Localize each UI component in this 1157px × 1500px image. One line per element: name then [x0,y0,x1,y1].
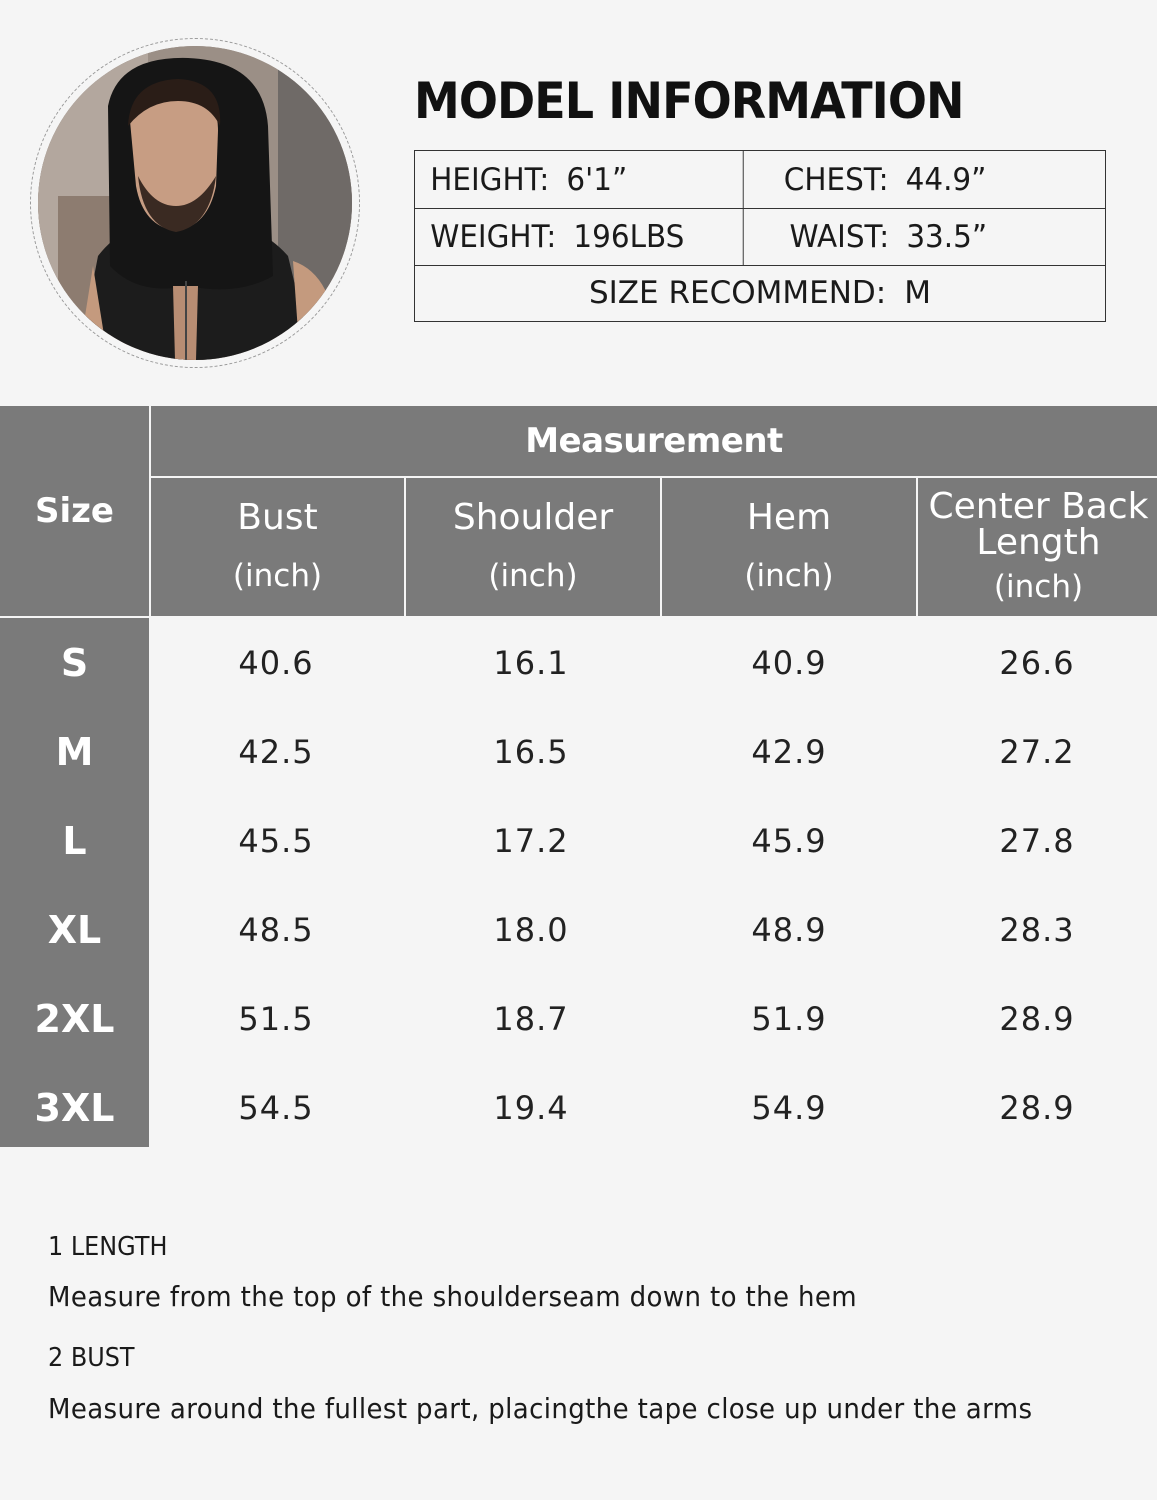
column-unit: (inch) [488,558,578,594]
height-cell [415,151,744,208]
table-cell: 26.6 [999,643,1075,682]
table-cell: 45.5 [238,821,314,860]
size-recommend-value: M [904,275,931,311]
column-header-bust [151,478,404,618]
model-info-row [415,151,1105,209]
table-cell: 19.4 [493,1088,569,1127]
table-cell: 28.3 [999,910,1075,949]
height-label: HEIGHT: [430,161,550,198]
size-recommend-cell [415,265,1105,321]
table-cell: 18.7 [493,999,569,1038]
waist-cell [761,208,1088,265]
model-photo-illustration [38,46,352,360]
model-info-row [415,265,1105,321]
size-chart-table [0,406,1157,1147]
column-name: Bust [237,497,318,538]
note-text: Measure around the fullest part, placingthe tape close up under the arms [48,1392,1033,1425]
note-text: Measure from the top of the shoulderseam down to the hem [48,1280,858,1313]
size-label: M [55,729,94,774]
table-cell: 51.5 [238,999,314,1038]
column-header-shoulder [404,478,660,618]
waist-label: WAIST: [789,218,890,255]
height-value: 6'1” [566,161,628,198]
table-cell: 42.9 [751,732,827,771]
model-photo [38,46,352,360]
table-cell: 51.9 [751,999,827,1038]
note-title: 1 LENGTH [48,1232,168,1262]
weight-cell [415,208,744,265]
column-unit: (inch) [744,558,834,594]
weight-value: 196LBS [573,218,685,255]
table-cell: 48.5 [238,910,314,949]
column-name: Shoulder [452,497,614,538]
table-cell: 42.5 [238,732,314,771]
model-info-title: MODEL INFORMATION [414,72,964,130]
size-recommend-label: SIZE RECOMMEND: [588,275,887,311]
table-cell: 48.9 [751,910,827,949]
column-header-center-back-length [916,478,1157,618]
table-cell: 27.2 [999,732,1075,771]
chest-cell [761,151,1088,208]
measurement-header [149,406,1157,618]
column-header-hem [660,478,916,618]
table-cell: 45.9 [751,821,827,860]
column-name: Center Back Length [928,486,1149,563]
column-unit: (inch) [232,558,323,594]
table-cell: 54.5 [238,1088,314,1127]
weight-label: WEIGHT: [430,218,557,255]
table-cell: 54.9 [751,1088,827,1127]
table-cell: 18.0 [493,910,569,949]
model-info-table [414,150,1106,322]
size-header: Size [0,406,149,618]
size-label: 2XL [34,996,115,1041]
table-cell: 40.6 [238,643,314,682]
table-cell: 40.9 [751,643,827,682]
measurement-title: Measurement [151,406,1157,478]
size-label: L [62,818,87,863]
table-cell: 17.2 [493,821,569,860]
table-cell: 27.8 [999,821,1075,860]
size-label: S [60,640,89,685]
column-unit: (inch) [993,569,1084,605]
size-label: XL [47,907,102,952]
column-name: Hem [746,497,832,538]
table-cell: 16.1 [493,643,569,682]
chest-value: 44.9” [905,161,987,198]
table-cell: 16.5 [493,732,569,771]
model-info-row [415,208,1105,266]
table-cell: 28.9 [999,1088,1075,1127]
chest-label: CHEST: [783,161,889,198]
note-title: 2 BUST [48,1343,135,1373]
table-cell: 28.9 [999,999,1075,1038]
waist-value: 33.5” [906,218,988,255]
size-label: 3XL [34,1085,115,1130]
